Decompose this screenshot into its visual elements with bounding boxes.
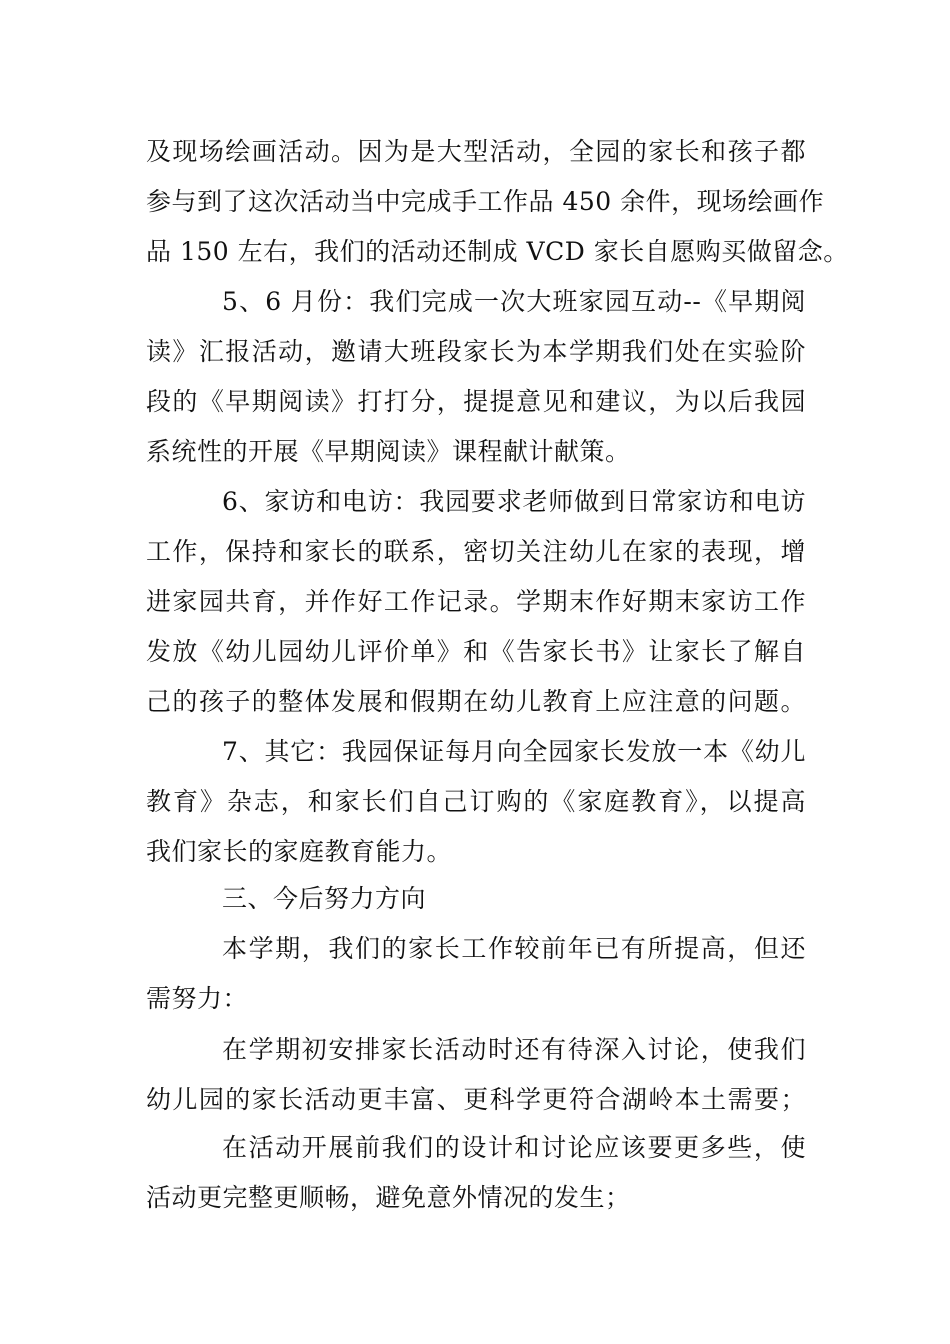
text-line: 品 150 左右，我们的活动还制成 VCD 家长自愿购买做留念。 [146, 237, 849, 266]
text-line: 参与到了这次活动当中完成手工作品 450 余件，现场绘画作 [146, 187, 825, 216]
text-line: 段的《早期阅读》打打分，提提意见和建议，为以后我园 [146, 387, 806, 416]
paragraph-first-line: 在学期初安排家长活动时还有待深入讨论，使我们 [222, 1035, 806, 1064]
text-line: 工作，保持和家长的联系，密切关注幼儿在家的表现，增 [146, 537, 806, 566]
text-line: 我们家长的家庭教育能力。 [146, 837, 453, 866]
paragraph-6-first-line: 6、家访和电访：我园要求老师做到日常家访和电访 [222, 487, 806, 516]
text-line: 系统性的开展《早期阅读》课程献计献策。 [146, 437, 631, 466]
text-line: 及现场绘画活动。因为是大型活动，全园的家长和孩子都 [146, 137, 806, 166]
text-line: 活动更完整更顺畅，避免意外情况的发生； [146, 1183, 631, 1212]
paragraph-5-first-line: 5、6 月份：我们完成一次大班家园互动--《早期阅 [222, 287, 806, 316]
text-line: 读》汇报活动，邀请大班段家长为本学期我们处在实验阶 [146, 337, 806, 366]
text-line: 幼儿园的家长活动更丰富、更科学更符合湖岭本土需要； [146, 1085, 806, 1114]
text-line: 需努力： [146, 984, 249, 1013]
paragraph-first-line: 在活动开展前我们的设计和讨论应该要更多些，使 [222, 1133, 806, 1162]
text-line: 己的孩子的整体发展和假期在幼儿教育上应注意的问题。 [146, 687, 806, 716]
paragraph-7-first-line: 7、其它：我园保证每月向全园家长发放一本《幼儿 [222, 737, 806, 766]
paragraph-first-line: 本学期，我们的家长工作较前年已有所提高，但还 [222, 934, 806, 963]
section-heading: 三、今后努力方向 [222, 884, 427, 913]
text-line: 进家园共育，并作好工作记录。学期末作好期末家访工作 [146, 587, 806, 616]
text-line: 教育》杂志，和家长们自己订购的《家庭教育》，以提高 [146, 787, 806, 816]
text-line: 发放《幼儿园幼儿评价单》和《告家长书》让家长了解自 [146, 637, 806, 666]
